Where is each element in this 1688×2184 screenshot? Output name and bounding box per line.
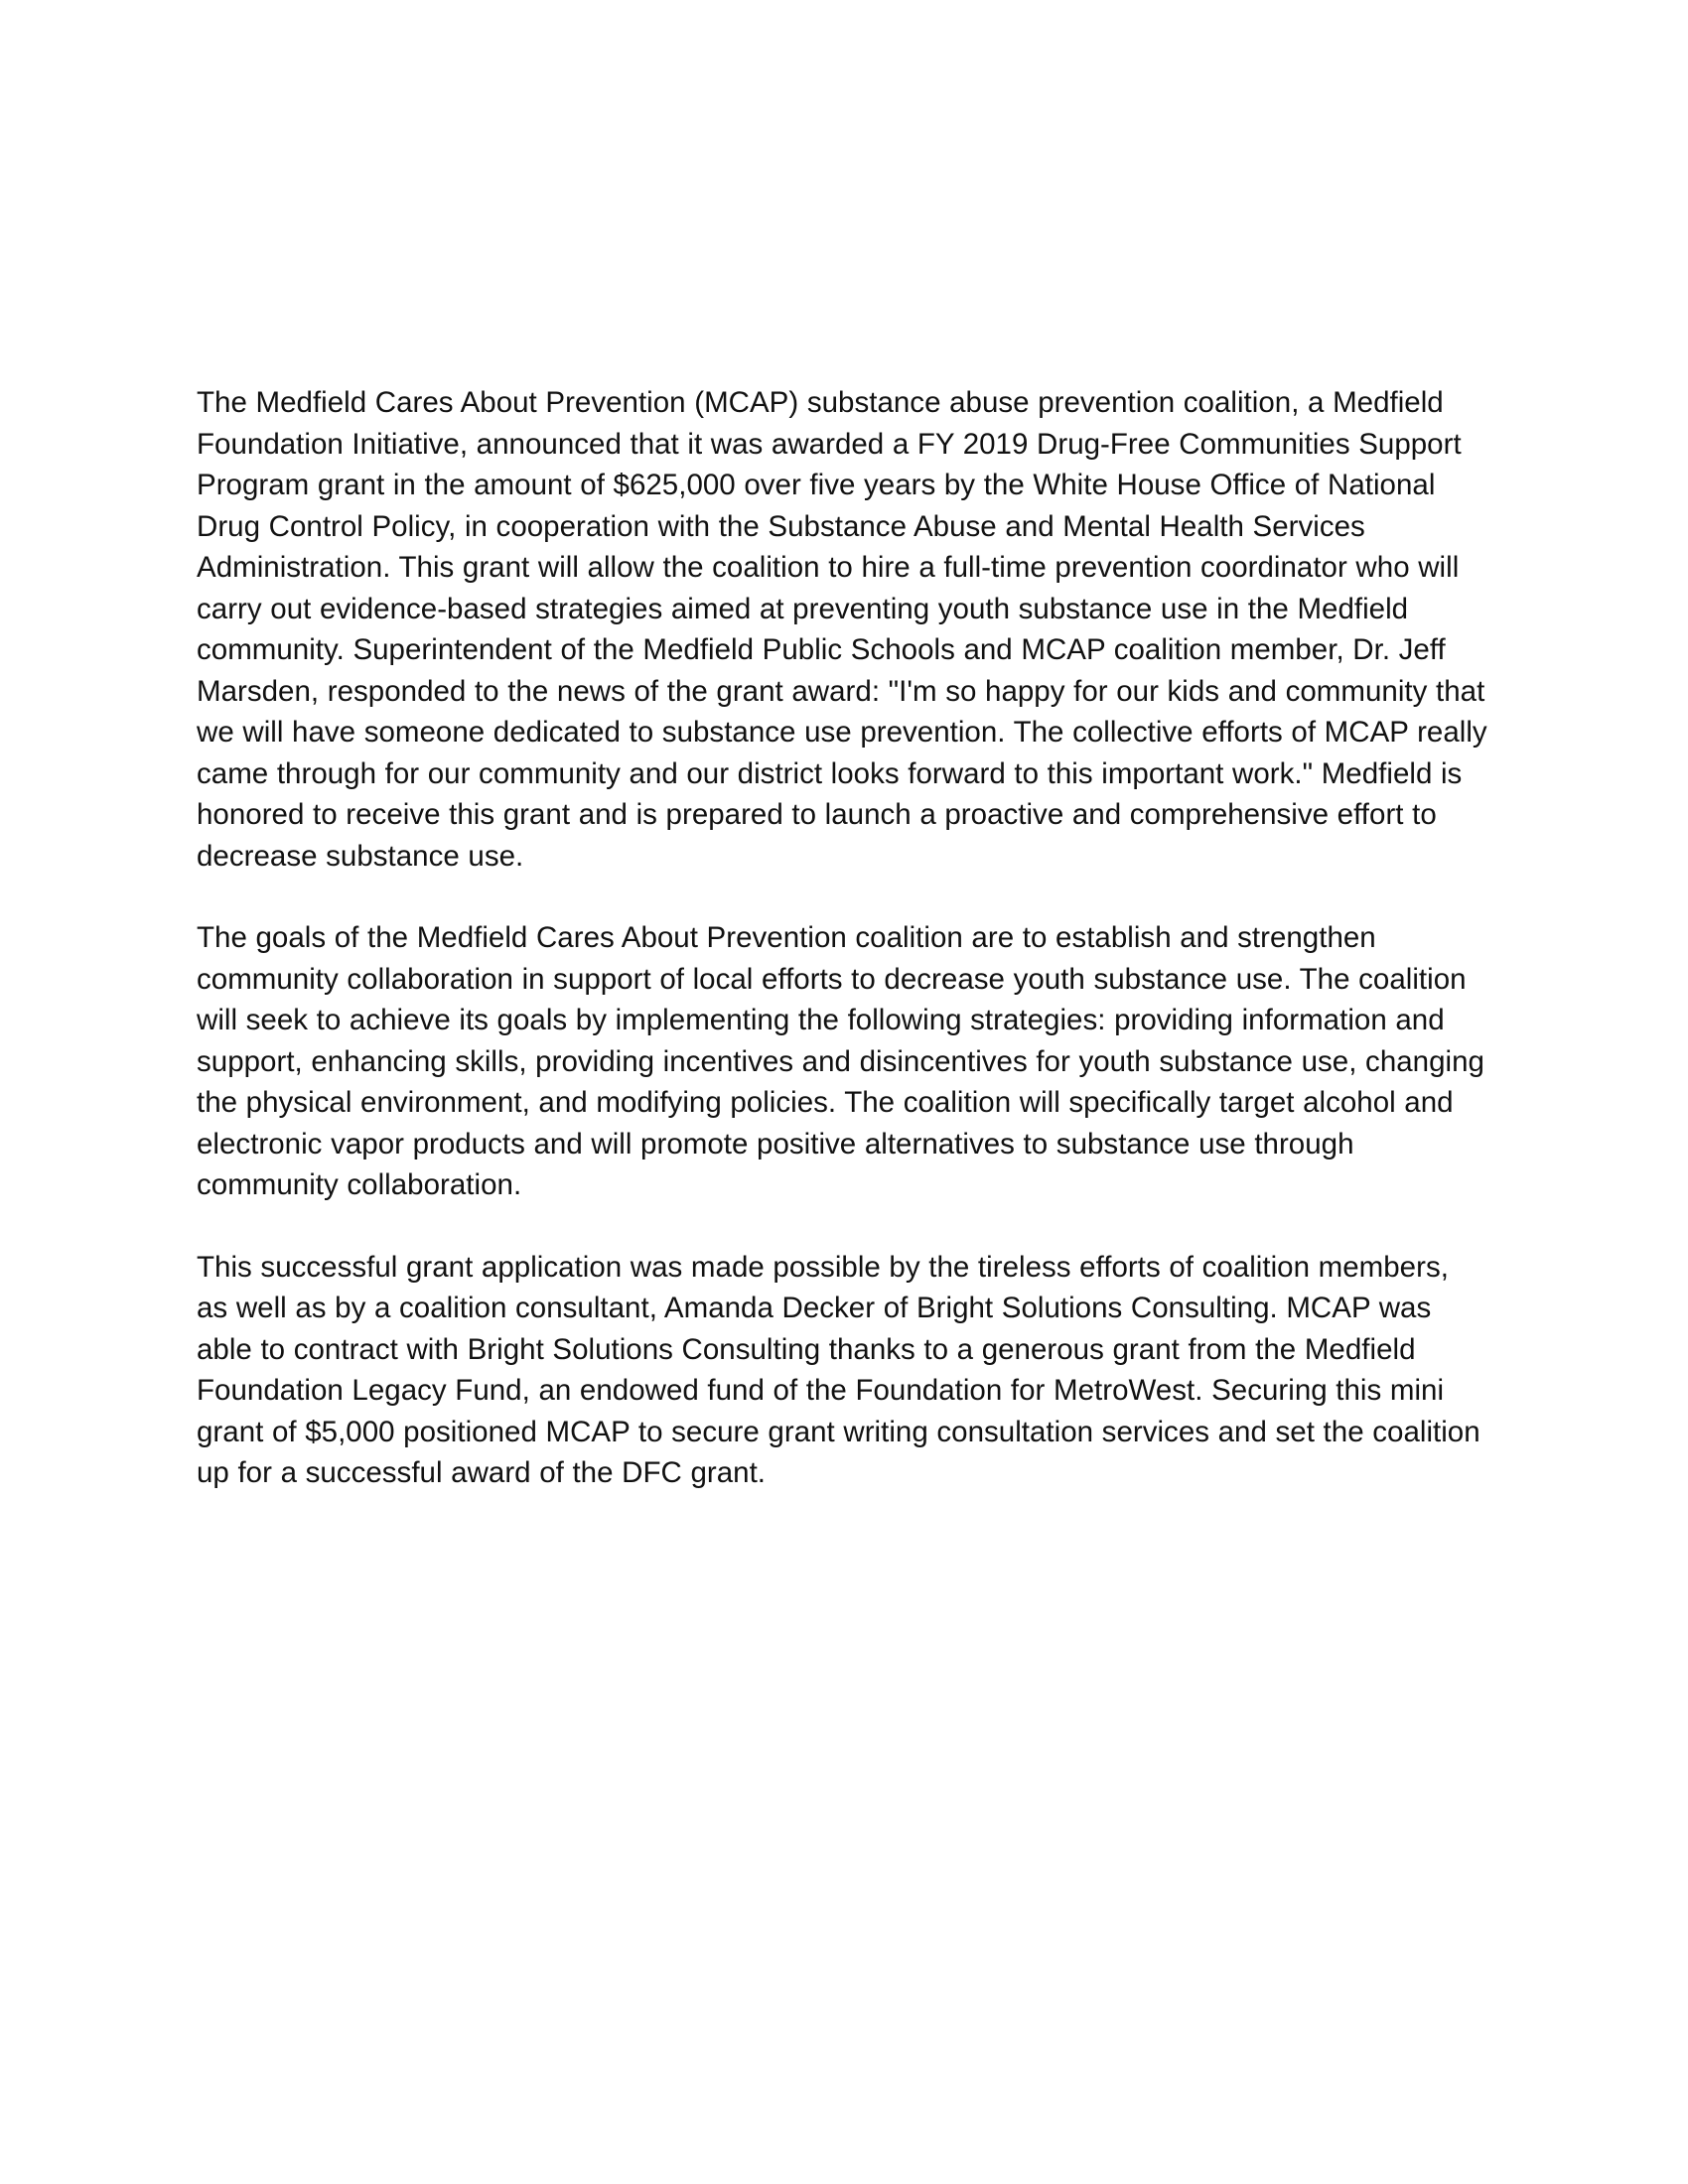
paragraph-intro-grant-announcement: The Medfield Cares About Prevention (MCAP) substance abuse prevention coalition, a Medfield Foundation Initiative, announced that it was awarded a FY 2019 Drug-Free Communities Support Program grant in the amount of $625,000 over five years by the White House Office of National Drug Control Policy, in cooperation with the Substance Abuse and Mental Health Services Administration. This grant will allow the coalition to hire a full-time prevention coordinator who will carry out evidence-based strategies aimed at preventing youth substance use in the Medfield community. Superintendent of the Medfield Public Schools and MCAP coalition member, Dr. Jeff Marsden, responded to the news of the grant award: "I'm so happy for our kids and community that we will have someone dedicated to substance use prevention. The collective efforts of MCAP really came through for our community and our district looks forward to this important work." Medfield is honored to receive this grant and is prepared to launch a proactive and comprehensive effort to decrease substance use. <box>197 386 1487 873</box>
paragraph-coalition-goals: The goals of the Medfield Cares About Prevention coalition are to establish and strengthen community collaboration in support of local efforts to decrease youth substance use. The coalition will seek to achieve its goals by implementing the following strategies: providing information and support, enhancing skills, providing incentives and disincentives for youth substance use, changing the physical environment, and modifying policies. The coalition will specifically target alcohol and electronic vapor products and will promote positive alternatives to substance use through community collaboration. <box>197 921 1484 1201</box>
paragraph-acknowledgements: This successful grant application was made possible by the tireless efforts of coalition members, as well as by a coalition consultant, Amanda Decker of Bright Solutions Consulting. MCAP was able to contract with Bright Solutions Consulting thanks to a generous grant from the Medfield Foundation Legacy Fund, an endowed fund of the Foundation for MetroWest. Securing this mini grant of $5,000 positioned MCAP to secure grant writing consultation services and set the coalition up for a successful award of the DFC grant. <box>197 1250 1480 1489</box>
document-body <box>197 382 1487 1494</box>
